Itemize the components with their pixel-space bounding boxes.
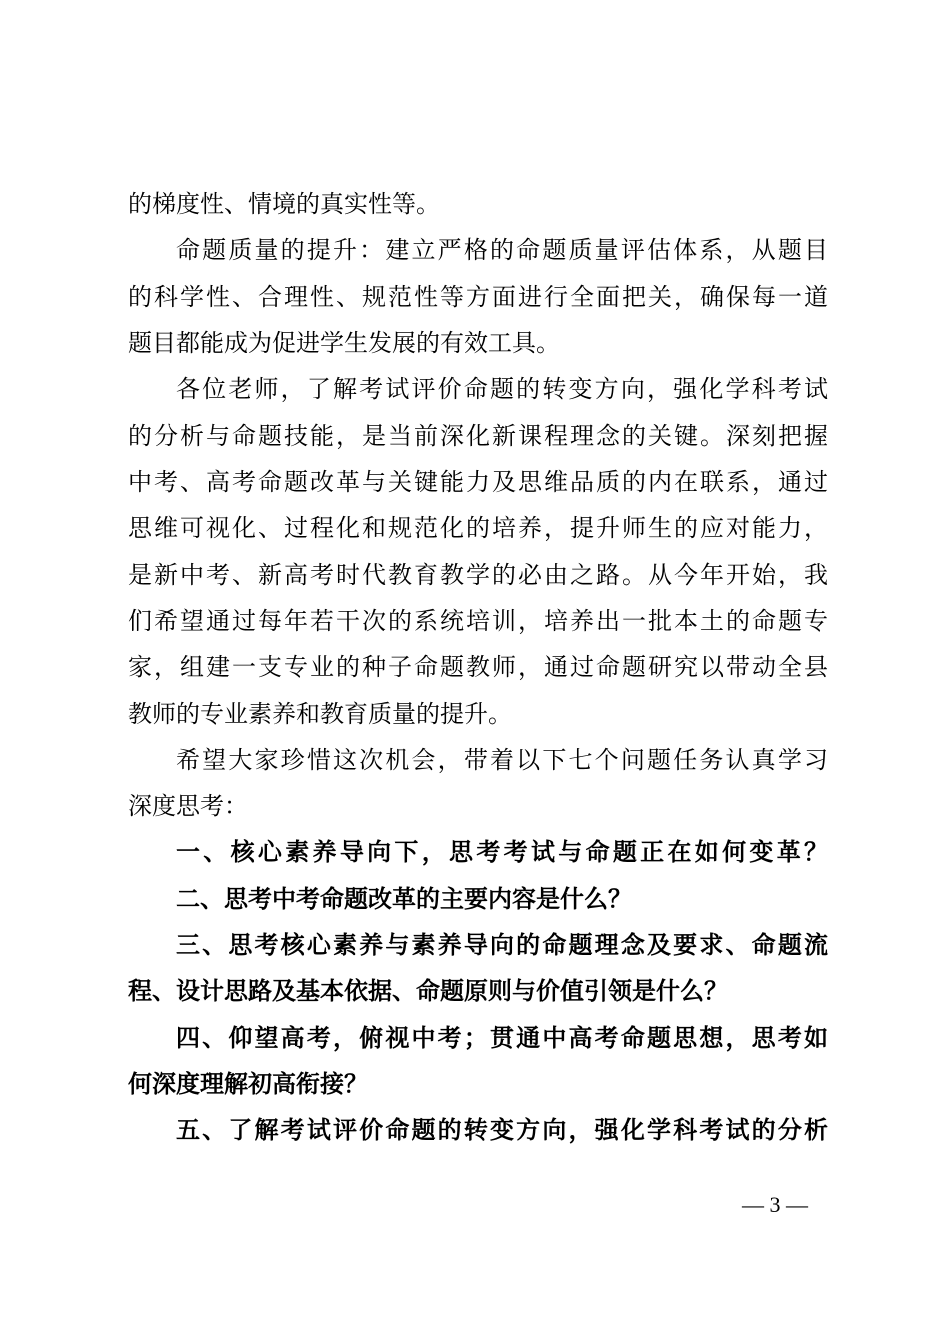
text-line: 深度思考：: [128, 792, 248, 820]
question-line: 二、思考中考命题改革的主要内容是什么？: [176, 885, 632, 913]
text-line: 是新中考、新高考时代教育教学的必由之路。从今年开始，我: [128, 561, 828, 589]
text-line: 中考、高考命题改革与关键能力及思维品质的内在联系，通过: [128, 468, 828, 496]
text-line: 命题质量的提升：建立严格的命题质量评估体系，从题目: [176, 236, 828, 264]
question-line: 程、设计思路及基本依据、命题原则与价值引领是什么？: [128, 977, 728, 1005]
text-line: 们希望通过每年若干次的系统培训，培养出一批本土的命题专: [128, 607, 828, 635]
question-line: 何深度理解初高衔接？: [128, 1070, 368, 1098]
text-line: 的分析与命题技能，是当前深化新课程理念的关键。深刻把握: [128, 422, 828, 450]
text-line: 教师的专业素养和教育质量的提升。: [128, 700, 512, 728]
page-number: — 3 —: [742, 1192, 808, 1217]
question-line: 一、核心素养导向下，思考考试与命题正在如何变革？: [176, 838, 828, 866]
text-line: 各位老师，了解考试评价命题的转变方向，强化学科考试: [176, 375, 828, 403]
question-line: 四、仰望高考，俯视中考；贯通中高考命题思想，思考如: [176, 1024, 828, 1052]
text-line: 思维可视化、过程化和规范化的培养，提升师生的应对能力，: [128, 514, 828, 542]
text-line: 的梯度性、情境的真实性等。: [128, 190, 440, 218]
question-line: 五、了解考试评价命题的转变方向，强化学科考试的分析: [176, 1116, 828, 1144]
text-line: 的科学性、合理性、规范性等方面进行全面把关，确保每一道: [128, 283, 828, 311]
text-line: 题目都能成为促进学生发展的有效工具。: [128, 329, 560, 357]
question-line: 三、思考核心素养与素养导向的命题理念及要求、命题流: [176, 931, 828, 959]
text-line: 家，组建一支专业的种子命题教师，通过命题研究以带动全县: [128, 653, 828, 681]
text-line: 希望大家珍惜这次机会，带着以下七个问题任务认真学习: [176, 746, 828, 774]
